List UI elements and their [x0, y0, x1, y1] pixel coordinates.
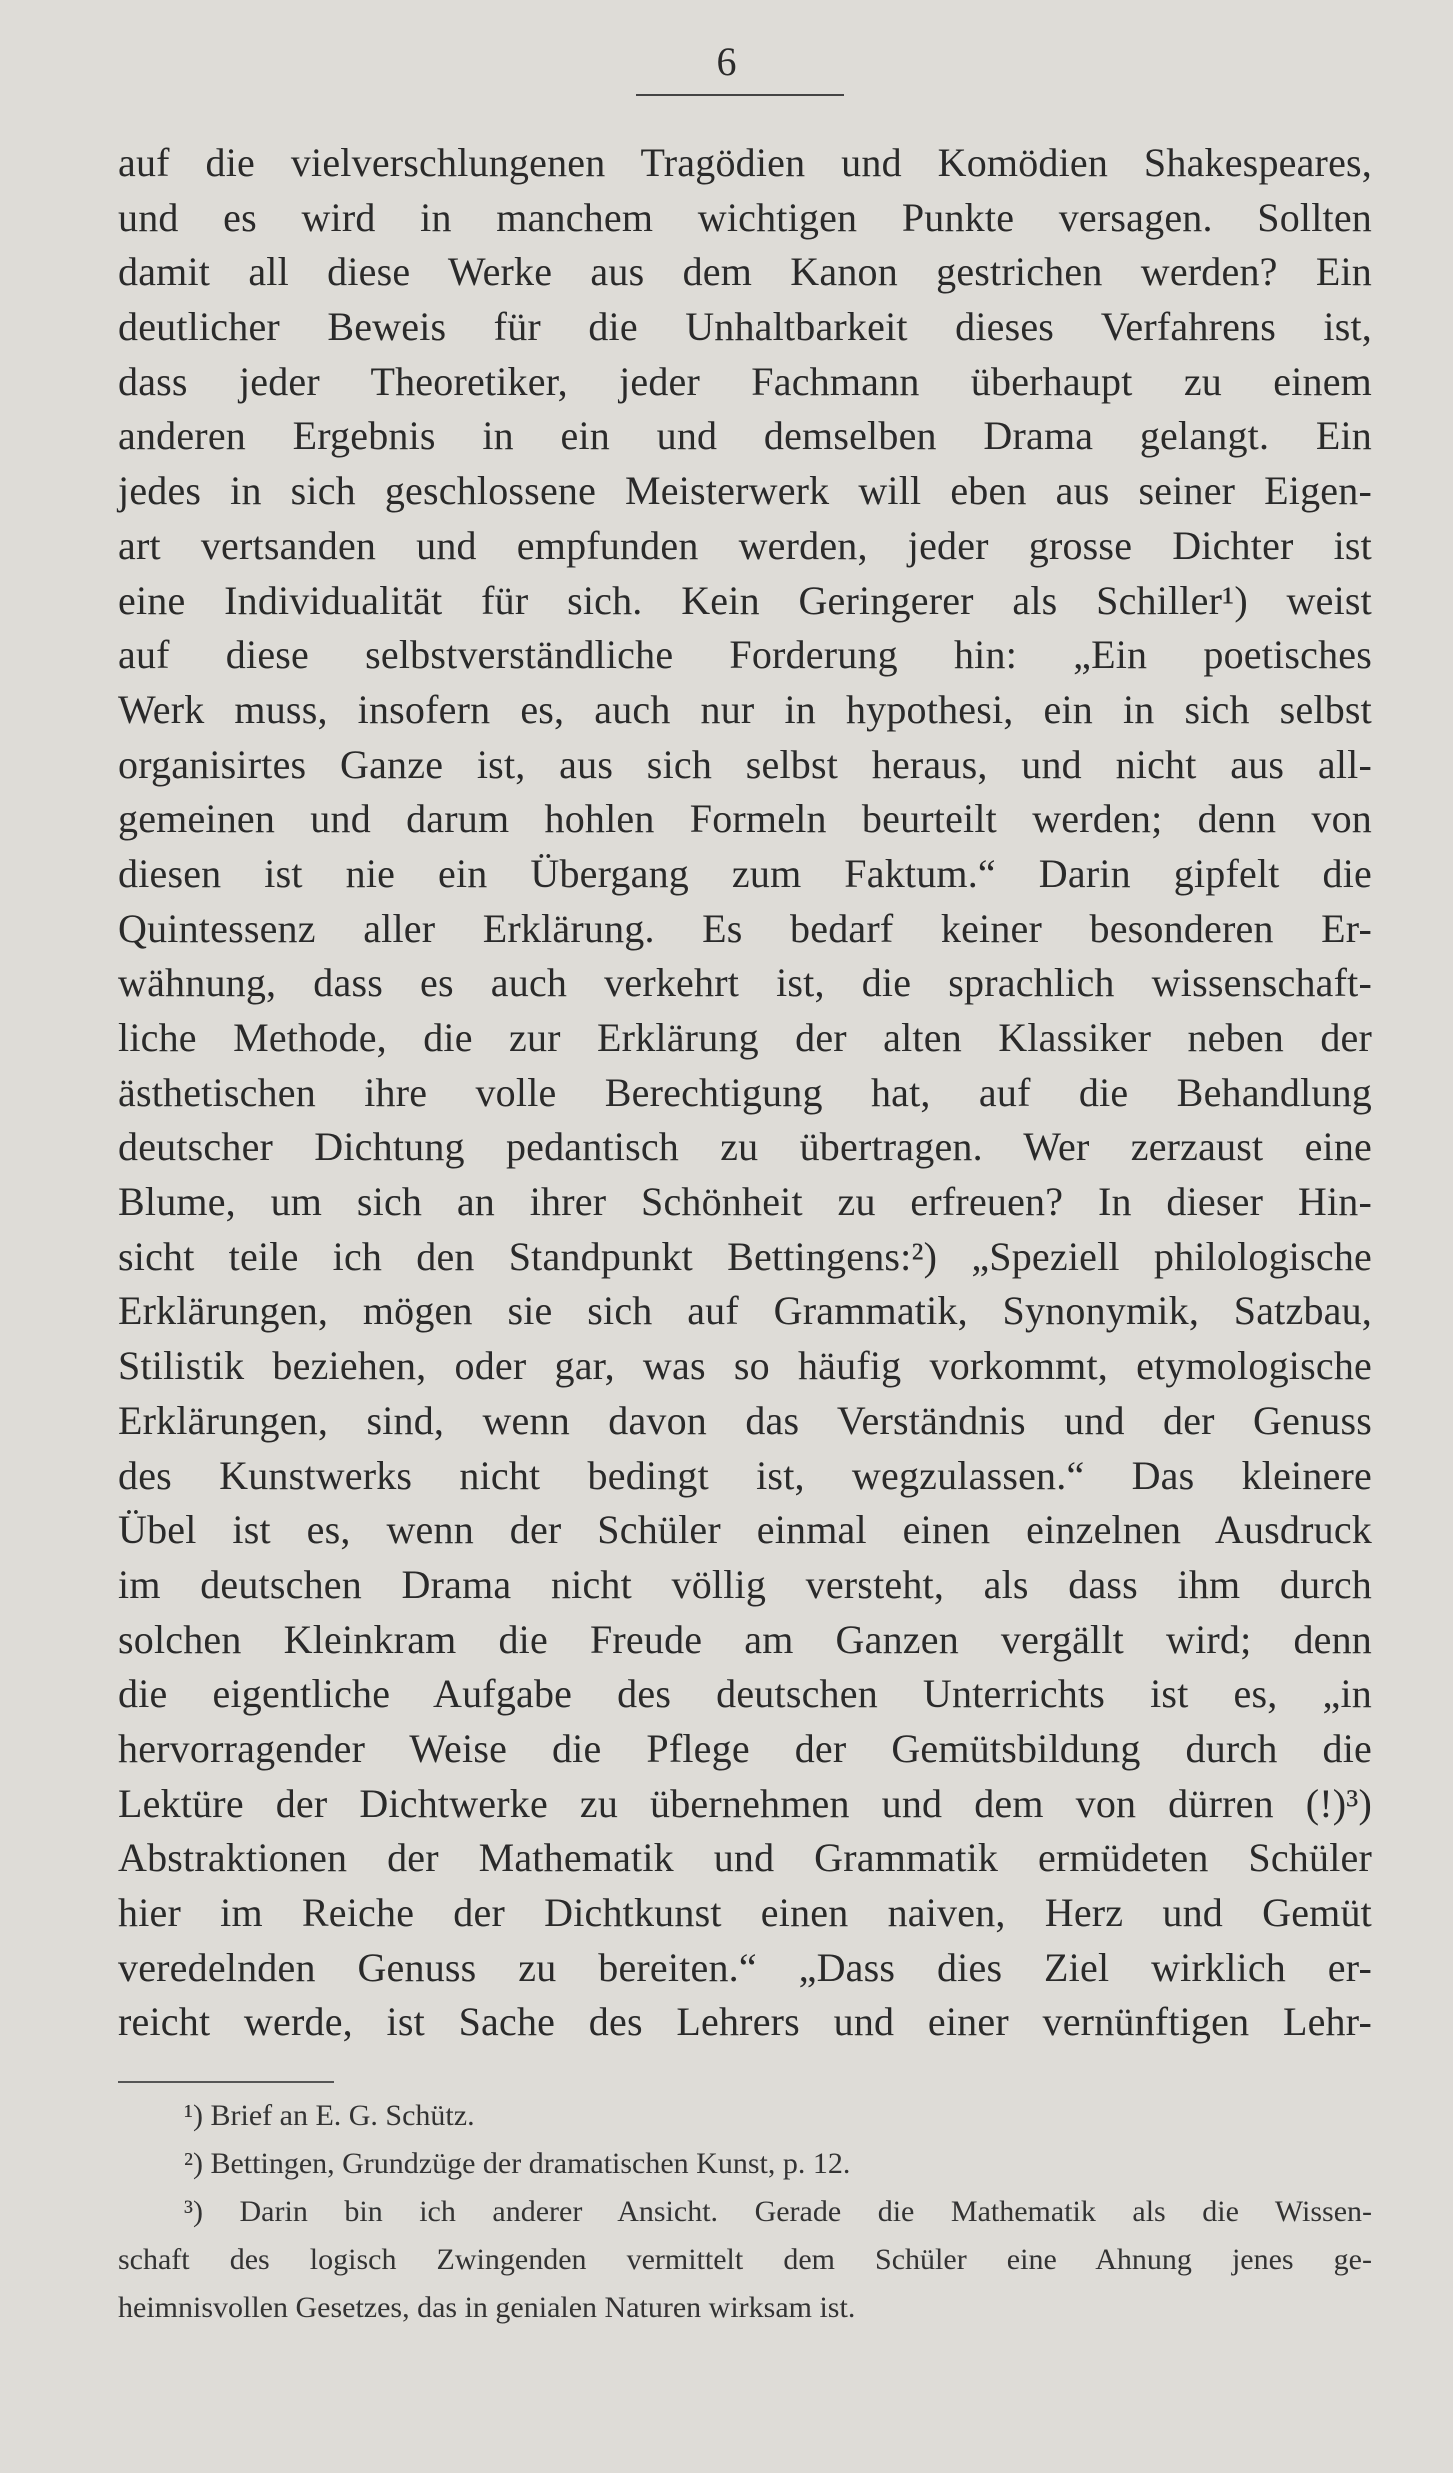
text-line: auf die vielverschlungenen Tragödien und Komödien Shakespeares,	[118, 140, 1372, 185]
footnote-3-line-2: schaft des logisch Zwingenden vermittelt dem Schüler eine Ahnung jenes ge-	[118, 2243, 1372, 2276]
text-line: und es wird in manchem wichtigen Punkte versagen. Sollten	[118, 194, 1372, 240]
text-line: eine Individualität für sich. Kein Geringerer als Schiller¹) weist	[118, 577, 1372, 623]
footnote-3-line-1: ³) Darin bin ich anderer Ansicht. Gerade die Mathematik als die Wissen-	[184, 2195, 1372, 2228]
text-line: art vertsanden und empfunden werden, jeder grosse Dichter ist	[118, 522, 1372, 568]
text-line: gemeinen und darum hohlen Formeln beurteilt werden; denn von	[118, 796, 1372, 842]
body-text	[118, 136, 1372, 2050]
text-line: deutlicher Beweis für die Unhaltbarkeit dieses Verfahrens ist,	[118, 304, 1372, 350]
footnote-2: ²) Bettingen, Grundzüge der dramatischen Kunst, p. 12.	[184, 2147, 851, 2180]
text-line: wähnung, dass es auch verkehrt ist, die sprachlich wissenschaft-	[118, 960, 1372, 1006]
text-line: sicht teile ich den Standpunkt Bettingens:²) „Speziell philologische	[118, 1233, 1372, 1279]
text-line: anderen Ergebnis in ein und demselben Drama gelangt. Ein	[118, 413, 1372, 459]
text-line: liche Methode, die zur Erklärung der alten Klassiker neben der	[118, 1015, 1372, 1060]
text-line: Erklärungen, sind, wenn davon das Verständnis und der Genuss	[118, 1397, 1372, 1443]
text-line: des Kunstwerks nicht bedingt ist, wegzulassen.“ Das kleinere	[118, 1452, 1372, 1498]
footnote-3-line-3: heimnisvollen Gesetzes, das in genialen Naturen wirksam ist.	[118, 2291, 856, 2324]
text-line: damit all diese Werke aus dem Kanon gestrichen werden? Ein	[118, 249, 1372, 295]
text-line: im deutschen Drama nicht völlig versteht, als dass ihm durch	[118, 1561, 1372, 1607]
text-line: Stilistik beziehen, oder gar, was so häufig vorkommt, etymologische	[118, 1343, 1372, 1389]
text-line: Blume, um sich an ihrer Schönheit zu erfreuen? In dieser Hin-	[118, 1179, 1372, 1225]
text-line: hervorragender Weise die Pflege der Gemütsbildung durch die	[118, 1725, 1372, 1771]
footnote-rule	[118, 2081, 334, 2083]
text-line: deutscher Dichtung pedantisch zu übertragen. Wer zerzaust eine	[118, 1124, 1372, 1170]
text-line: solchen Kleinkram die Freude am Ganzen vergällt wird; denn	[118, 1616, 1372, 1662]
text-line: veredelnden Genuss zu bereiten.“ „Dass dies Ziel wirklich er-	[118, 1944, 1372, 1990]
text-line: Werk muss, insofern es, auch nur in hypothesi, ein in sich selbst	[118, 686, 1372, 732]
text-line: organisirtes Ganze ist, aus sich selbst heraus, und nicht aus all-	[118, 741, 1372, 787]
footnote-1: ¹) Brief an E. G. Schütz.	[184, 2099, 475, 2132]
text-line: Abstraktionen der Mathematik und Grammatik ermüdeten Schüler	[118, 1835, 1372, 1881]
text-line: Erklärungen, mögen sie sich auf Grammatik, Synonymik, Satzbau,	[118, 1288, 1372, 1334]
text-line: reicht werde, ist Sache des Lehrers und einer vernünftigen Lehr-	[118, 1999, 1372, 2045]
text-line: jedes in sich geschlossene Meisterwerk will eben aus seiner Eigen-	[118, 468, 1372, 514]
page-number: 6	[716, 39, 737, 84]
text-line: auf diese selbstverständliche Forderung hin: „Ein poetisches	[118, 632, 1372, 678]
footnotes	[118, 2092, 1372, 2332]
text-line: die eigentliche Aufgabe des deutschen Unterrichts ist es, „in	[118, 1671, 1372, 1717]
text-line: dass jeder Theoretiker, jeder Fachmann überhaupt zu einem	[118, 358, 1372, 404]
header-rule	[636, 94, 844, 96]
text-line: Übel ist es, wenn der Schüler einmal einen einzelnen Ausdruck	[118, 1507, 1372, 1553]
text-line: Quintessenz aller Erklärung. Es bedarf keiner besonderen Er-	[118, 905, 1372, 951]
text-line: diesen ist nie ein Übergang zum Faktum.“ Darin gipfelt die	[118, 850, 1372, 896]
text-line: Lektüre der Dichtwerke zu übernehmen und dem von dürren (!)³)	[118, 1780, 1372, 1826]
text-line: ästhetischen ihre volle Berechtigung hat, auf die Behandlung	[118, 1069, 1372, 1115]
text-line: hier im Reiche der Dichtkunst einen naiven, Herz und Gemüt	[118, 1890, 1372, 1935]
